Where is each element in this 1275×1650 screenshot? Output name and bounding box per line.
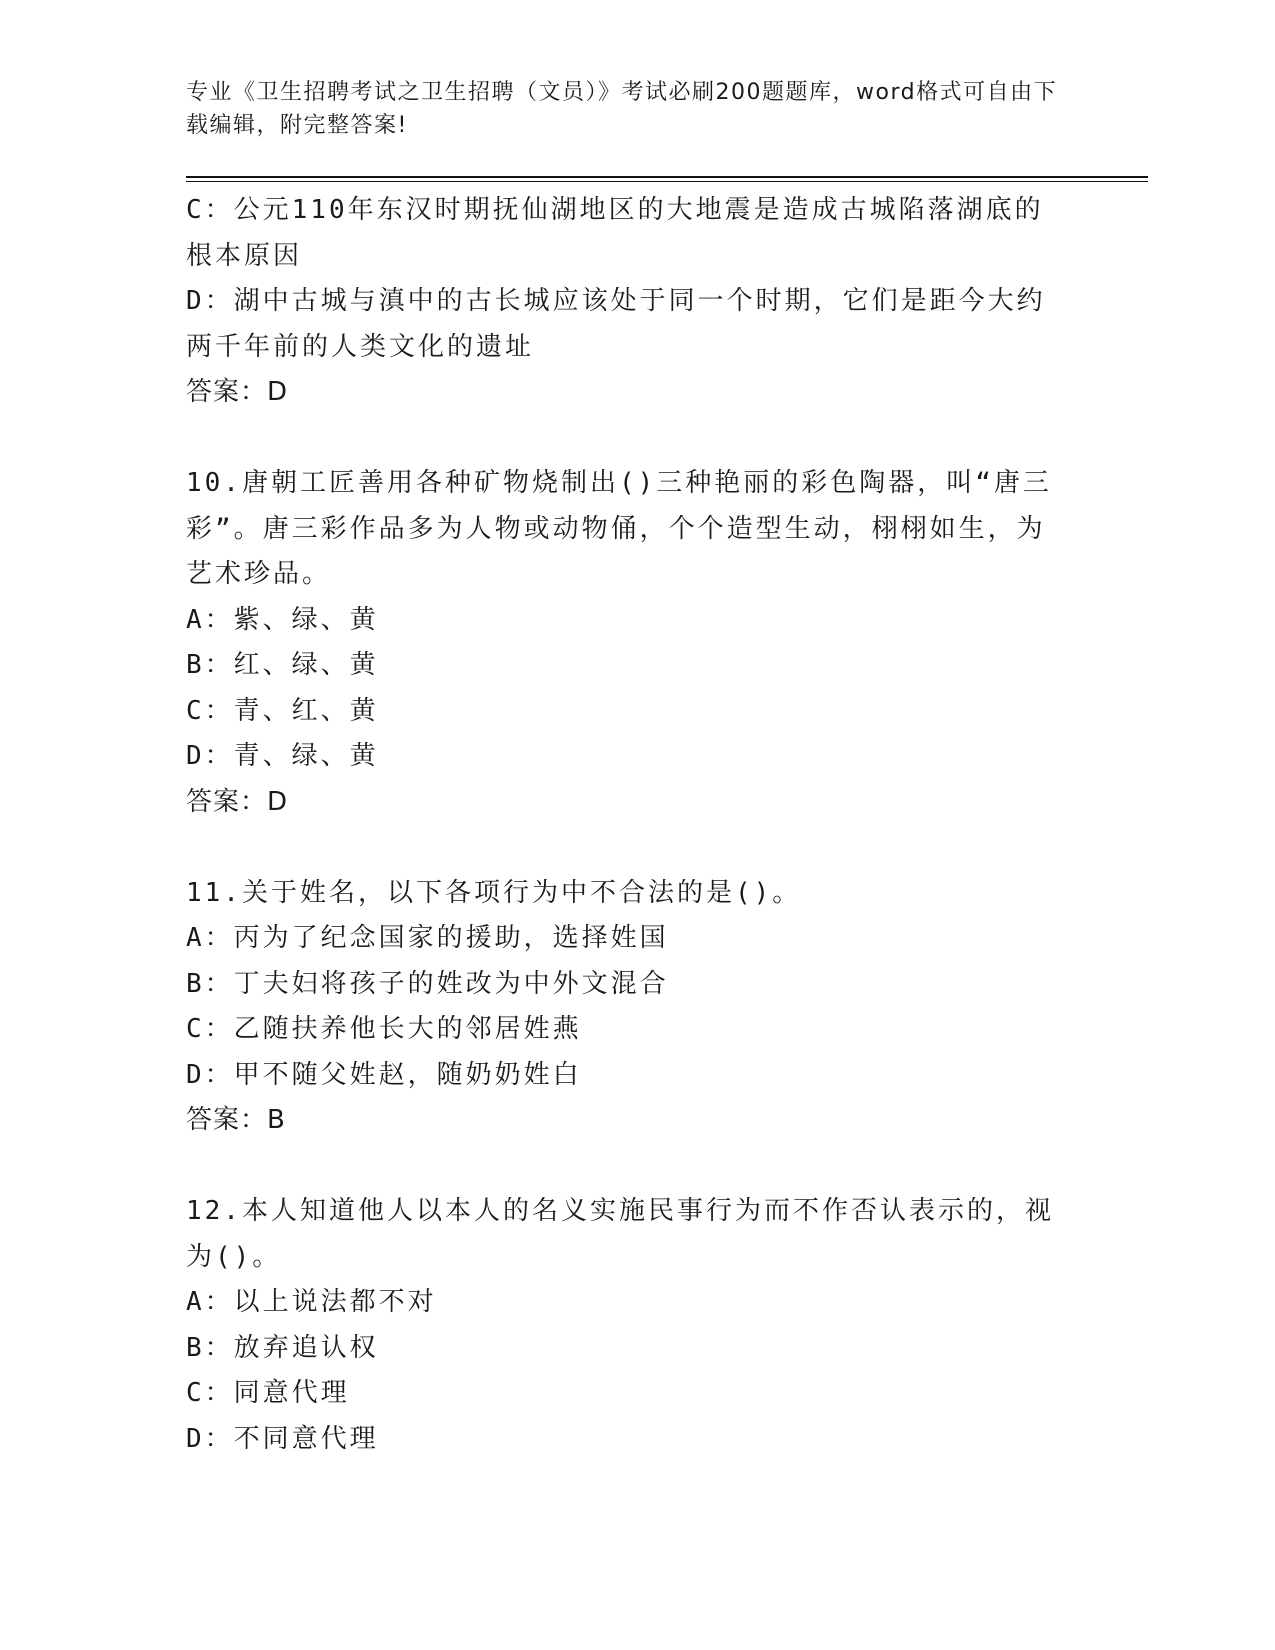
question-11 — [186, 871, 1066, 1144]
spacer — [186, 416, 1066, 462]
question-12 — [186, 1189, 1066, 1462]
option-d: D：甲不随父姓赵，随奶奶姓白 — [186, 1059, 582, 1090]
option-a: A：紫、绿、黄 — [186, 604, 379, 635]
option-b: B：红、绿、黄 — [186, 650, 379, 680]
option-c: C：乙随扶养他长大的邻居姓燕 — [186, 1014, 582, 1044]
question-stem: 10.唐朝工匠善用各种矿物烧制出()三种艳丽的彩色陶器，叫“唐三彩”。唐三彩作品多为人物或动物俑，个个造型生动，栩栩如生，为艺术珍品。 — [186, 468, 1052, 589]
option-b: B：放弃追认权 — [186, 1332, 379, 1363]
option-c: C：同意代理 — [186, 1378, 350, 1408]
option-c: C：公元110年东汉时期抚仙湖地区的大地震是造成古城陷落湖底的根本原因 — [186, 195, 1044, 271]
option-a: A：以上说法都不对 — [186, 1287, 437, 1317]
spacer — [186, 1144, 1066, 1190]
question-content — [186, 188, 1066, 1462]
option-c: C：青、红、黄 — [186, 695, 379, 726]
spacer — [186, 825, 1066, 871]
option-b: B：丁夫妇将孩子的姓改为中外文混合 — [186, 968, 669, 999]
question-stem: 12.本人知道他人以本人的名义实施民事行为而不作否认表示的，视为()。 — [186, 1196, 1054, 1272]
document-header: 专业《卫生招聘考试之卫生招聘（文员）》考试必刷200题题库，word格式可自由下载编辑，附完整答案! — [186, 80, 1058, 138]
answer-line: 答案：D — [186, 377, 289, 407]
header-rule — [186, 176, 1148, 178]
answer-line: 答案：B — [186, 1105, 286, 1135]
option-d: D：青、绿、黄 — [186, 741, 379, 771]
question-10 — [186, 461, 1066, 825]
prev-question — [186, 188, 1066, 416]
header-rule-thin — [186, 181, 1148, 182]
option-d: D：湖中古城与滇中的古长城应该处于同一个时期，它们是距今大约两千年前的人类文化的遗址 — [186, 286, 1046, 362]
option-d: D：不同意代理 — [186, 1423, 379, 1454]
question-stem: 11.关于姓名，以下各项行为中不合法的是()。 — [186, 877, 802, 908]
option-a: A：丙为了纪念国家的援助，选择姓国 — [186, 923, 669, 953]
answer-line: 答案：D — [186, 786, 289, 817]
